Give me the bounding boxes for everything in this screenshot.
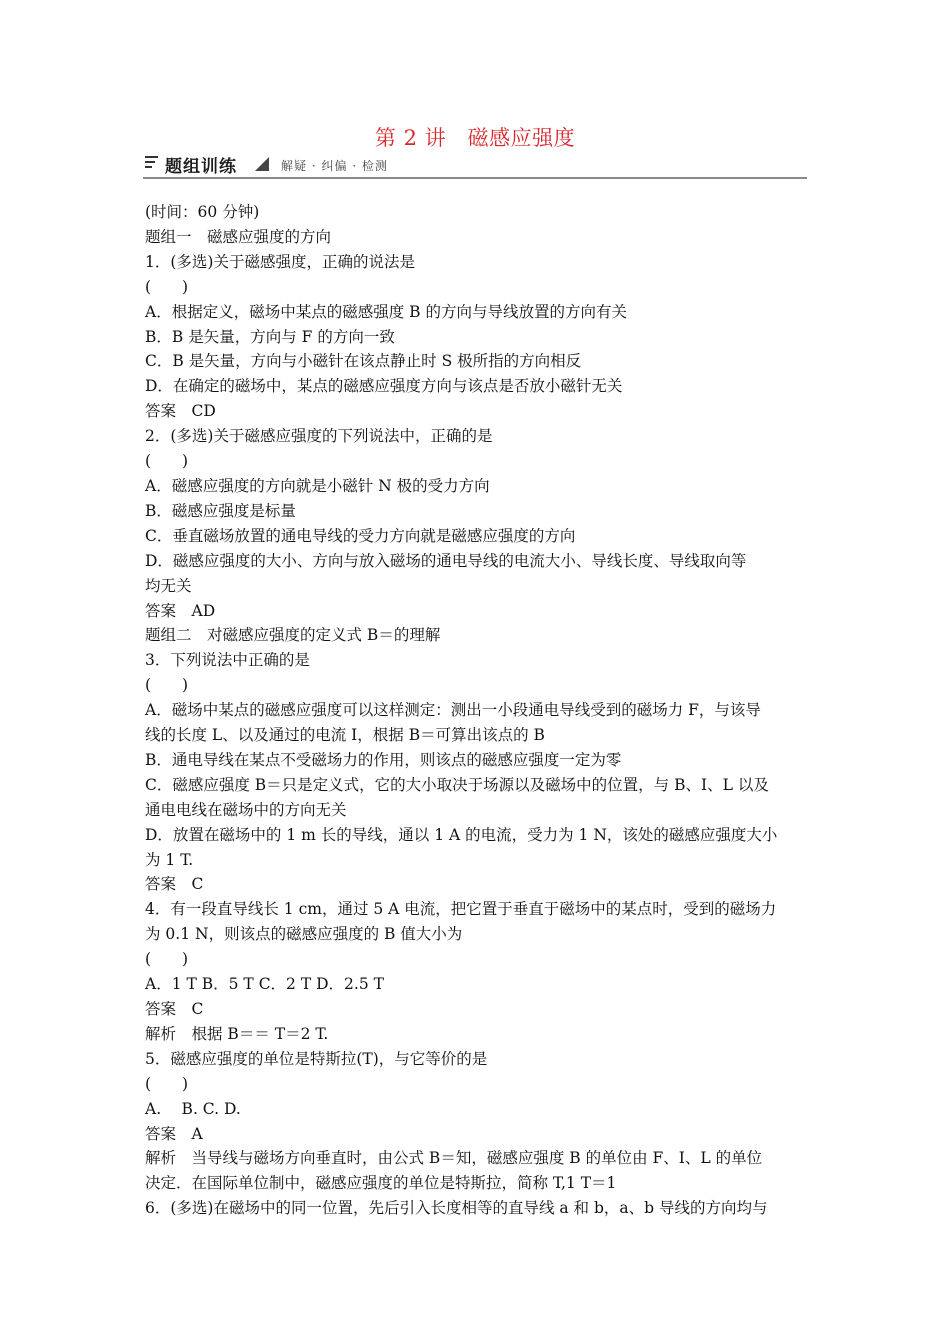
option-text: C．垂直磁场放置的通电导线的受力方向就是磁感应强度的方向: [145, 526, 576, 545]
banner-title: 题组训练: [165, 157, 237, 177]
banner-lines-icon: [145, 156, 158, 171]
banner-subtitle: 解疑 · 纠偏 · 检测: [281, 159, 388, 173]
banner-rule: [143, 177, 807, 179]
answer-blank: ( ): [145, 277, 189, 296]
analysis-line-continued: 决定．在国际单位制中，磁感应强度的单位是特斯拉，简称 T,1 T＝1: [145, 1174, 617, 1193]
banner-triangle-icon: [255, 157, 269, 171]
answer-blank: ( ): [145, 676, 189, 695]
analysis-line: 解析 根据 B＝＝ T＝2 T.: [145, 1024, 329, 1043]
text-line: (时间：60 分钟): [145, 203, 260, 221]
answer-line: 答案 CD: [145, 402, 216, 421]
option-text-continued: 线的长度 L、以及通过的电流 I，根据 B＝可算出该点的 B: [145, 726, 545, 745]
option-text-continued: 为 1 T.: [145, 850, 194, 869]
option-text: B．B 是矢量，方向与 F 的方向一致: [145, 327, 395, 346]
question-text: 6．(多选)在磁场中的同一位置，先后引入长度相等的直导线 a 和 b，a、b 导线的方向均与: [145, 1199, 768, 1218]
option-text-continued: 通电电线在磁场中的方向无关: [145, 800, 347, 819]
option-text: A. B. C. D.: [145, 1099, 241, 1118]
option-text-continued: 均无关: [145, 576, 192, 595]
option-text: A．磁感应强度的方向就是小磁针 N 极的受力方向: [145, 476, 490, 495]
answer-line: 答案 C: [145, 1000, 204, 1018]
question-text: 2．(多选)关于磁感应强度的下列说法中，正确的是: [145, 427, 493, 446]
analysis-line: 解析 当导线与磁场方向垂直时，由公式 B＝知，磁感应强度 B 的单位由 F、I、L 的单位: [145, 1149, 763, 1168]
option-text: A．磁场中某点的磁感应强度可以这样测定：测出一小段通电导线受到的磁场力 F，与该导: [145, 701, 761, 720]
option-text: C．磁感应强度 B＝只是定义式，它的大小取决于场源以及磁场中的位置，与 B、I、L 以及: [145, 775, 769, 794]
question-text: 4．有一段直导线长 1 cm，通过 5 A 电流，把它置于垂直于磁场中的某点时，受到的磁场力: [145, 900, 777, 919]
option-text: A．根据定义，磁场中某点的磁感强度 B 的方向与导线放置的方向有关: [145, 302, 627, 321]
question-text: 3．下列说法中正确的是: [145, 651, 310, 670]
answer-line: 答案 A: [145, 1124, 203, 1143]
question-text: 5．磁感应强度的单位是特斯拉(T)，与它等价的是: [145, 1049, 488, 1068]
section-heading: 题组一 磁感应强度的方向: [145, 227, 332, 246]
option-text: B．通电导线在某点不受磁场力的作用，则该点的磁感应强度一定为零: [145, 750, 622, 769]
document-body: [145, 200, 807, 1221]
option-text: D．放置在磁场中的 1 m 长的导线，通以 1 A 的电流，受力为 1 N，该处的磁感应强度大小: [145, 825, 778, 844]
option-text: A．1 T B．5 T C．2 T D．2.5 T: [145, 975, 384, 994]
question-text: 1．(多选)关于磁感强度，正确的说法是: [145, 252, 415, 271]
answer-blank: ( ): [145, 452, 189, 471]
section-banner: [143, 153, 807, 179]
option-text: D．在确定的磁场中，某点的磁感应强度方向与该点是否放小磁针无关: [145, 377, 623, 396]
answer-line: 答案 C: [145, 875, 204, 894]
question-text-continued: 为 0.1 N，则该点的磁感应强度的 B 值大小为: [145, 925, 463, 944]
option-text: D．磁感应强度的大小、方向与放入磁场的通电导线的电流大小、导线长度、导线取向等: [145, 551, 747, 570]
section-heading: 题组二 对磁感应强度的定义式 B＝的理解: [145, 626, 441, 645]
option-text: C．B 是矢量，方向与小磁针在该点静止时 S 极所指的方向相反: [145, 352, 582, 371]
answer-blank: ( ): [145, 1074, 189, 1093]
page-title: 第 2 讲 磁感应强度: [374, 126, 576, 150]
answer-line: 答案 AD: [145, 601, 216, 620]
option-text: B．磁感应强度是标量: [145, 501, 296, 520]
answer-blank: ( ): [145, 950, 189, 969]
